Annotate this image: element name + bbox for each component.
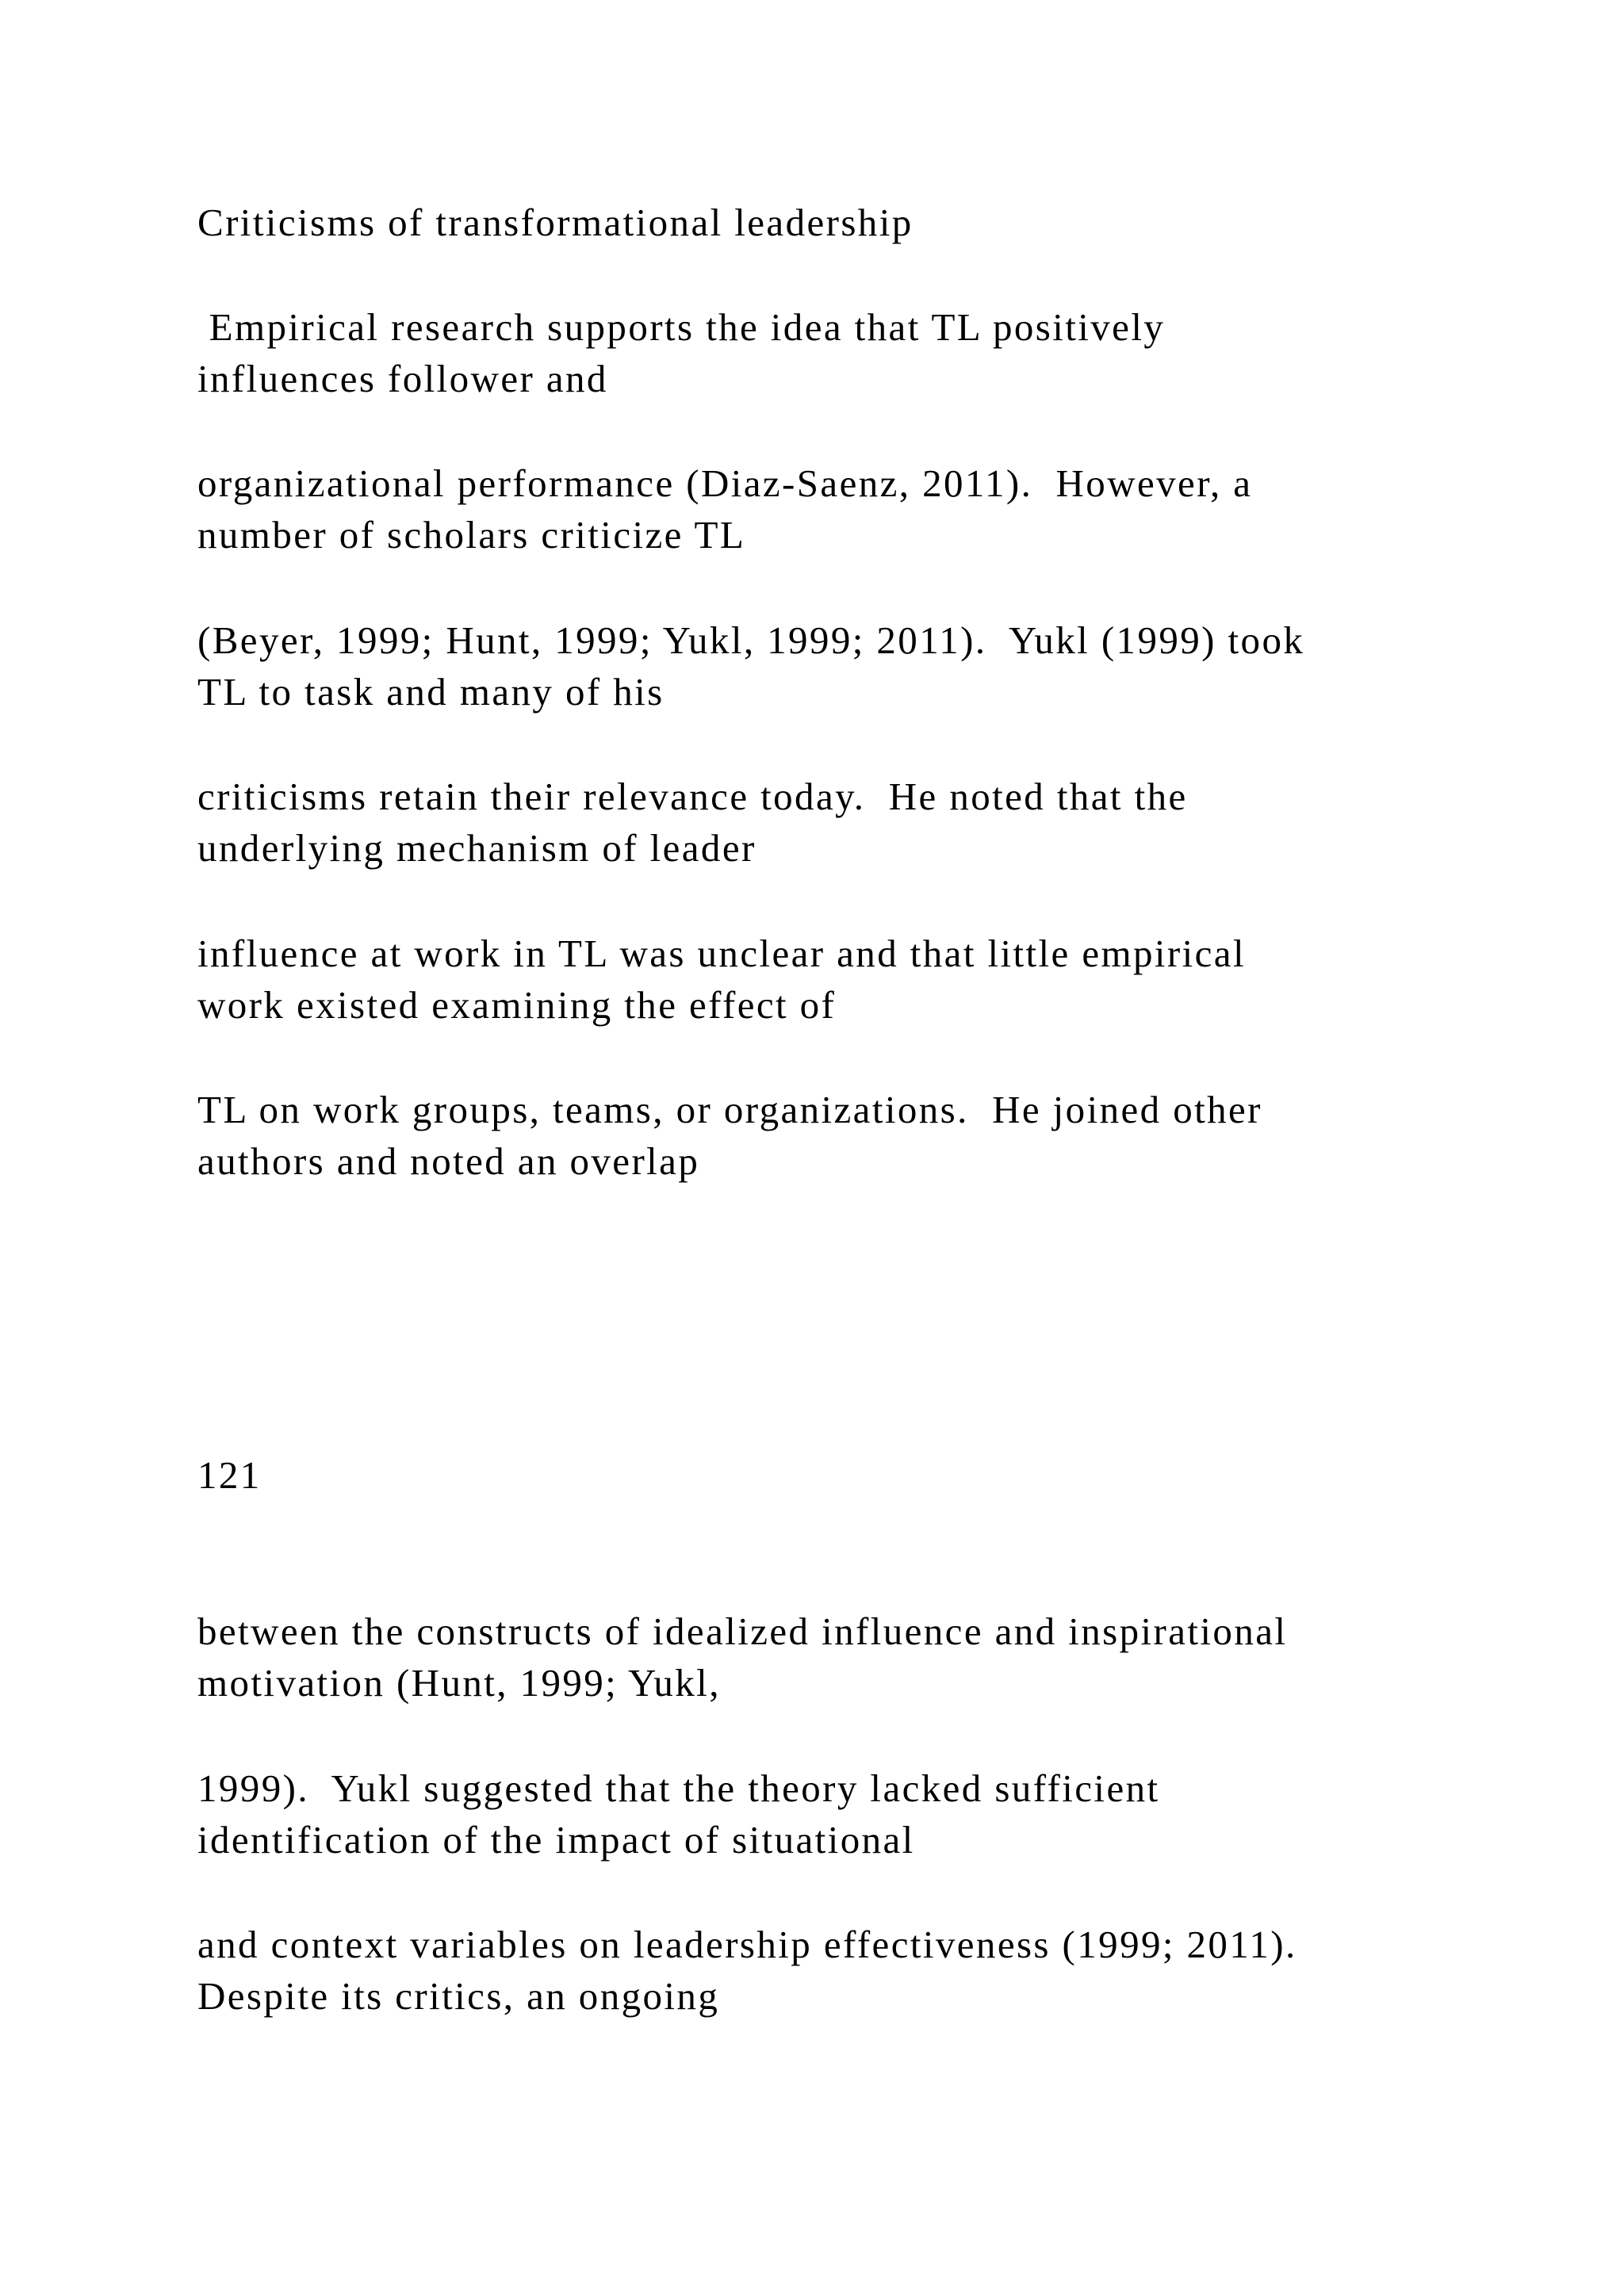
paragraph-6-line-2: authors and noted an overlap — [197, 1139, 700, 1183]
paragraph-7-line-1: between the constructs of idealized influence and inspirational — [197, 1609, 1288, 1653]
paragraph-7-line-2: motivation (Hunt, 1999; Yukl, — [197, 1661, 721, 1705]
paragraph-5-line-2: work existed examining the effect of — [197, 983, 837, 1027]
page-number: 121 — [197, 1453, 262, 1497]
paragraph-8-line-1: 1999). Yukl suggested that the theory lacked sufficient — [197, 1766, 1160, 1810]
paragraph-9-line-2: Despite its critics, an ongoing — [197, 1974, 720, 2018]
paragraph-4-line-2: underlying mechanism of leader — [197, 826, 756, 870]
paragraph-3-line-2: TL to task and many of his — [197, 670, 665, 714]
paragraph-4-line-1: criticisms retain their relevance today. He noted that the — [197, 775, 1188, 818]
paragraph-2-line-1: organizational performance (Diaz-Saenz, 2011). However, a — [197, 461, 1253, 505]
paragraph-1-line-1: Empirical research supports the idea that TL positively — [197, 305, 1166, 349]
paragraph-3-line-1: (Beyer, 1999; Hunt, 1999; Yukl, 1999; 2011). Yukl (1999) took — [197, 618, 1305, 662]
paragraph-6-line-1: TL on work groups, teams, or organizations. He joined other — [197, 1088, 1262, 1131]
paragraph-1-line-2: influences follower and — [197, 357, 608, 400]
section-heading: Criticisms of transformational leadership — [197, 201, 914, 244]
paragraph-8-line-2: identification of the impact of situational — [197, 1818, 915, 1862]
paragraph-5-line-1: influence at work in TL was unclear and that little empirical — [197, 932, 1246, 975]
paragraph-9-line-1: and context variables on leadership effectiveness (1999; 2011). — [197, 1923, 1297, 1966]
paragraph-2-line-2: number of scholars criticize TL — [197, 513, 746, 557]
